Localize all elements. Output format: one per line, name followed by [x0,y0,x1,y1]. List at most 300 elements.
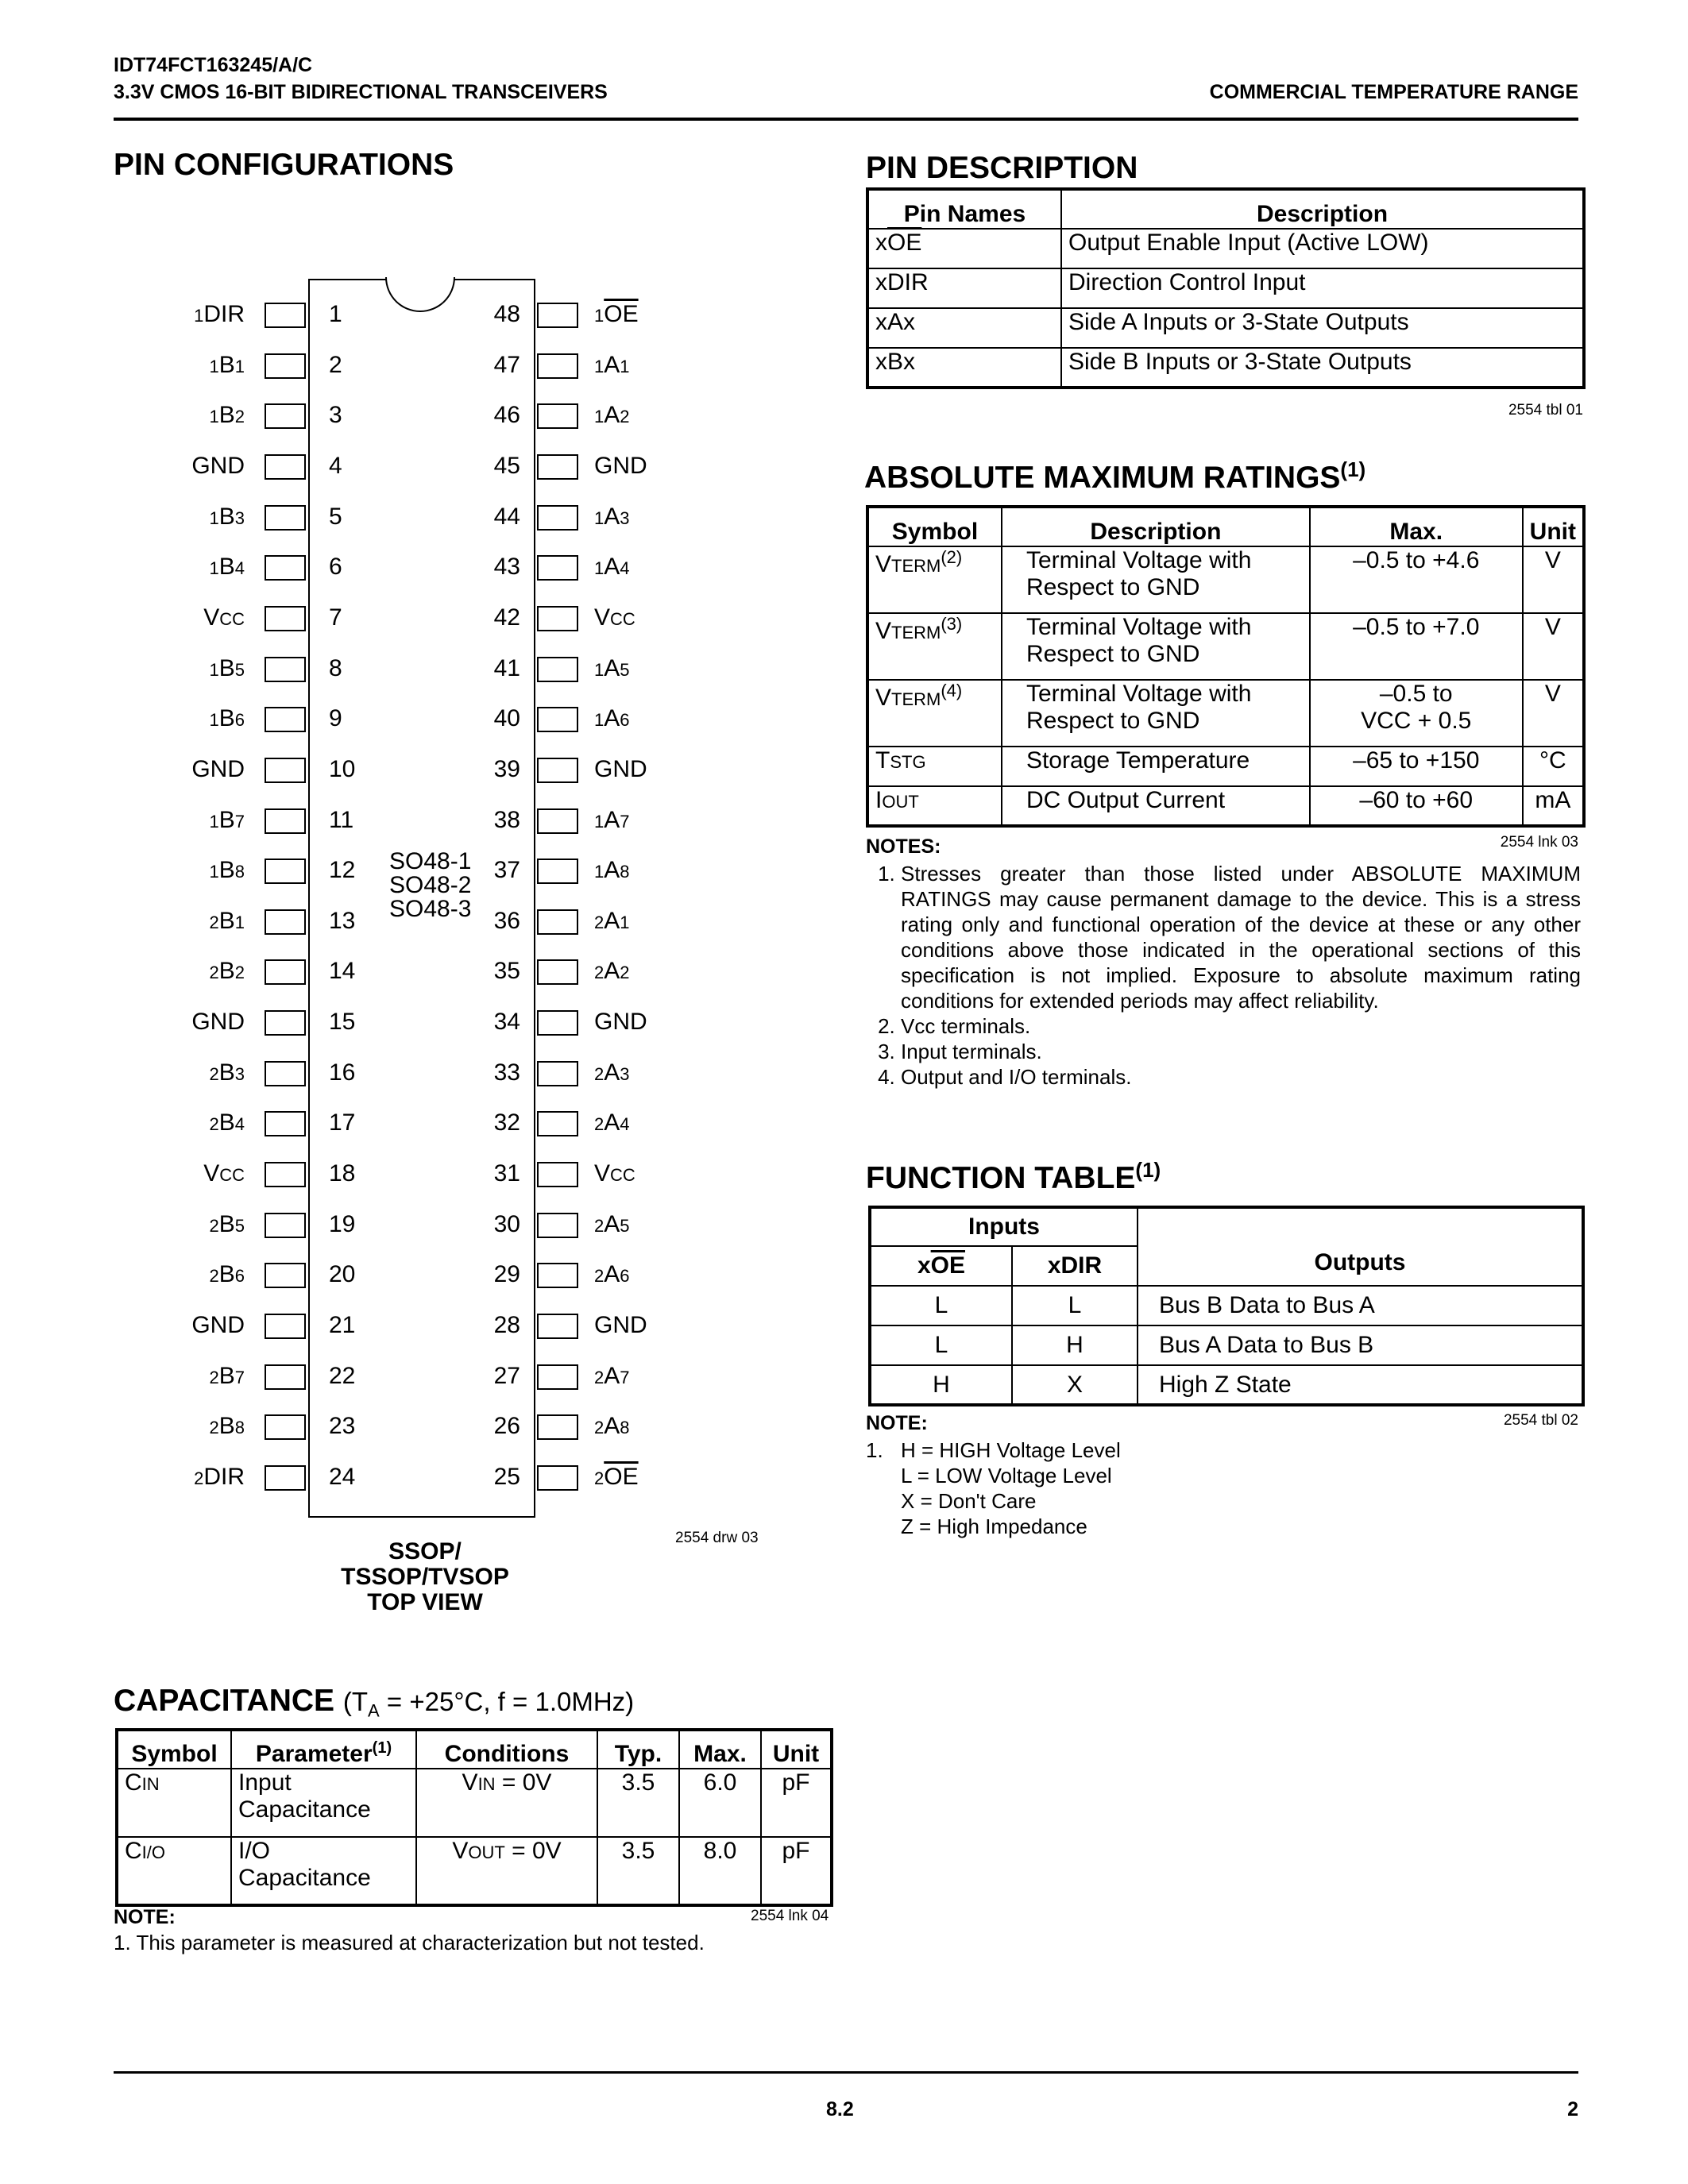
pin-stub [537,1414,578,1440]
pin-stub [265,353,306,379]
pin-label [594,1363,630,1390]
cond-rest: = 0V [504,1838,562,1864]
pin-name: B [218,1362,235,1389]
pin-suffix: 5 [620,659,630,680]
pin-prefix: 2 [594,912,605,932]
pin-number: 44 [493,503,520,530]
pin-label [209,908,245,935]
pin-label [191,756,245,783]
pin-prefix: 1 [209,862,219,882]
pin-prefix: 1 [594,862,605,882]
function-table [868,1206,1585,1406]
pin-stub [537,1162,578,1187]
cond-post: = +25°C, f = 1.0MHz) [379,1687,635,1716]
pin-name: DIR [887,269,929,295]
unit-cell: °C [1523,747,1584,786]
pin-name: B [218,806,235,833]
pin-suffix: 1 [234,912,245,932]
max-cell [1310,613,1523,680]
pin-number: 15 [329,1009,356,1036]
pin-name: DIR [203,301,245,327]
pin-label [594,958,630,985]
unit-cell: V [1523,546,1584,613]
table-row [867,308,1584,348]
pin-prefix: 2 [594,1418,605,1438]
pin-suffix: CC [219,608,245,629]
pin-stub [537,1263,578,1288]
pin-name: A [604,705,620,732]
pin-stub [265,454,306,480]
pin-prefix: 1 [209,558,219,579]
pin-label [203,604,245,631]
pin-desc-title: PIN DESCRIPTION [866,151,1138,185]
pin-label [594,756,647,783]
pin-name: GND [594,755,647,782]
parameter-cell [231,1769,416,1837]
description-line: Respect to GND [1026,641,1200,667]
note-line: Z = High Impedance [901,1515,1087,1538]
pin-label [209,958,245,985]
param-header-text: Parameter [255,1741,373,1767]
cond-v: V [462,1769,478,1796]
capacitance-conditions [342,1687,635,1721]
pin-label [194,1464,245,1491]
pin-name: GND [191,755,245,782]
pin-number: 1 [329,301,342,327]
note-item: 2. Vcc terminals. [901,1013,1581,1039]
pin-stub [265,859,306,884]
pin-stub [265,1314,306,1339]
capacitance-title [114,1684,634,1722]
description-cell [1002,546,1310,613]
pin-prefix: 2 [594,1367,605,1387]
pin-stub [537,707,578,732]
pin-number: 47 [493,351,520,378]
max-line: –65 to +150 [1353,747,1480,774]
pin-prefix: 1 [209,507,219,528]
symbol-main: C [125,1769,142,1796]
pin-suffix: CC [610,608,635,629]
pin-number: 14 [329,958,356,985]
pin-name: V [594,604,611,631]
pin-desc-cell: Direction Control Input [1061,268,1584,308]
note-item: 4. Output and I/O terminals. [901,1064,1581,1090]
note-item: 1. Stresses greater than those listed under ABSOLUTE MAXIMUM RATINGS may cause permanent damage to the device. This is a stress rating only and functional operation of the device at these or any other conditions above those indicated in the operational sections of this specification is not implied. Exposure to absolute maximum rating conditions for extended periods may affect reliability. [901,861,1581,1013]
pin-suffix: 1 [620,356,630,376]
pin-label [209,352,245,379]
pin-name: B [218,402,235,429]
pin-number: 40 [493,705,520,732]
pin-name-cell [867,308,1061,348]
pin-number: 10 [329,755,356,782]
dir-cell: X [1012,1365,1138,1405]
symbol-sup: (2) [941,547,963,567]
pin-stub [537,909,578,935]
pin-number: 21 [329,1312,356,1338]
pin-stub [265,1162,306,1187]
symbol-cell [867,680,1002,747]
pin-number: 17 [329,1109,356,1136]
doc-temp-range: COMMERCIAL TEMPERATURE RANGE [1209,81,1578,103]
symbol-sub: STG [890,752,926,772]
symbol-main: V [875,685,892,711]
output-cell: High Z State [1138,1365,1583,1405]
pin-number: 28 [493,1312,520,1338]
symbol-sub: TERM [891,556,941,576]
pin-prefix: 2 [209,1418,219,1438]
pin-name: B [218,1413,235,1440]
pin-suffix: 1 [620,912,630,932]
col-header: Max. [1310,507,1523,546]
pin-number: 16 [329,1059,356,1086]
pin-name: B [218,1059,235,1086]
pin-number: 31 [493,1160,520,1187]
header-rule [114,118,1578,121]
pin-number: 26 [493,1413,520,1440]
max-cell [1310,680,1523,747]
pin-name: A [604,1261,620,1288]
pin-label [191,453,245,480]
max-line: –0.5 to +7.0 [1353,614,1480,640]
pin-number: 42 [493,604,520,631]
oe-cell: L [870,1325,1012,1365]
pin-name: Bx [887,349,916,375]
max-line: VCC + 0.5 [1361,708,1472,734]
pin-number: 9 [329,705,342,732]
symbol-cell [867,546,1002,613]
pin-stub [265,555,306,581]
pin-number: 37 [493,857,520,884]
func-table-title [866,1158,1161,1196]
typ-cell: 3.5 [597,1769,679,1837]
pin-label [594,1211,630,1238]
pin-suffix: CC [610,1165,635,1186]
abs-max-title [864,457,1365,496]
pin-prefix: 1 [209,407,219,427]
table-row [867,786,1584,826]
pin-prefix: 1 [594,306,605,326]
footer-section: 8.2 [826,2098,854,2120]
col-oe-name: $\overline{OE}$ [930,1252,966,1279]
pin-stub [265,959,306,985]
cond-sub: OUT [468,1843,505,1862]
pin-suffix: CC [219,1165,245,1186]
symbol-main: V [875,618,892,644]
pin-name-cell [867,348,1061,388]
unit-cell: pF [761,1769,832,1837]
col-header: Unit [1523,507,1584,546]
pin-name: B [218,1210,235,1237]
pin-name: B [218,554,235,581]
pin-label [209,1211,245,1238]
pin-suffix: 4 [234,558,245,579]
pin-stub [265,1465,306,1491]
pin-label [594,1009,647,1036]
pin-label [594,705,630,732]
pin-prefix: 2 [209,963,219,983]
pin-name: B [218,503,235,530]
pin-suffix: 6 [620,1266,630,1287]
table-row [867,613,1584,680]
col-header: Pin Names [867,189,1061,229]
pin-label [594,504,630,531]
pin-name: GND [594,452,647,479]
max-line: –60 to +60 [1359,787,1474,813]
abs-max-notes-label: NOTES: [866,835,941,858]
pin-suffix: 8 [234,862,245,882]
pin-suffix: 4 [234,1114,245,1135]
max-cell [1310,546,1523,613]
symbol-sub: TERM [891,689,941,709]
pin-name: B [218,351,235,378]
col-header: Description [1061,189,1584,229]
table-row [867,229,1584,268]
pin-prefix: 2 [594,1468,605,1488]
pin-stub [537,859,578,884]
pin-stub [537,1213,578,1238]
cond-pre: (T [342,1687,369,1716]
pin-label [209,655,245,682]
note-line: L = LOW Voltage Level [901,1464,1112,1488]
pin-number: 29 [493,1261,520,1288]
pin-prefix: 2 [209,912,219,932]
pin-name-cell [867,268,1061,308]
col-header: Max. [679,1730,761,1769]
abs-max-title-text: ABSOLUTE MAXIMUM RATINGS [864,461,1341,495]
doc-description: 3.3V CMOS 16-BIT BIDIRECTIONAL TRANSCEIVERS [114,81,608,103]
package-caption [302,1539,548,1615]
symbol-sup: (3) [941,614,963,634]
unit-cell: pF [761,1837,832,1905]
description-cell [1002,680,1310,747]
max-line: –0.5 to [1379,681,1453,707]
pin-number: 39 [493,755,520,782]
pin-number: 12 [329,857,356,884]
pin-number: 23 [329,1413,356,1440]
pin-stub [537,303,578,328]
pin-suffix: 8 [620,862,630,882]
pin-prefix: 2 [594,1114,605,1135]
oe-cell: L [870,1286,1012,1325]
pin-number: 35 [493,958,520,985]
pin-stub [537,1314,578,1339]
pin-number: 27 [493,1362,520,1389]
pin-label [209,1363,245,1390]
pin-number: 33 [493,1059,520,1086]
pin-number: 32 [493,1109,520,1136]
pin-label [209,1413,245,1440]
pin-suffix: 3 [620,1063,630,1084]
pin-number: 2 [329,351,342,378]
pin-name: A [604,1059,620,1086]
pin-number: 19 [329,1210,356,1237]
pin-label [594,301,639,328]
pin-config-title: PIN CONFIGURATIONS [114,148,454,182]
pin-desc-cell: Output Enable Input (Active LOW) [1061,229,1584,268]
outputs-header: Outputs [1138,1207,1583,1286]
pin-number: 30 [493,1210,520,1237]
table-row [870,1365,1583,1405]
pin-suffix: 7 [620,1367,630,1387]
pin-suffix: 5 [234,1215,245,1236]
output-cell: Bus B Data to Bus A [1138,1286,1583,1325]
oe-cell: H [870,1365,1012,1405]
note-line: X = Don't Care [901,1489,1037,1513]
pin-suffix: 6 [234,1266,245,1287]
pin-label [594,1059,630,1086]
pin-name: A [604,1413,620,1440]
symbol-sub: TERM [891,623,941,642]
footer-page-number: 2 [1567,2098,1578,2120]
pin-label [191,1009,245,1036]
table-row [867,680,1584,747]
pin-prefix: x [875,309,887,335]
pin-prefix: 1 [594,356,605,376]
func-note-label: NOTE: [866,1412,928,1434]
pin-number: 6 [329,554,342,581]
note-line: H = HIGH Voltage Level [901,1438,1121,1462]
symbol-sub: I/O [141,1843,166,1862]
pin-desc-table-id: 2554 tbl 01 [1508,402,1583,419]
pin-suffix: 5 [234,659,245,680]
unit-cell: V [1523,613,1584,680]
footer-rule [114,2071,1578,2074]
abs-max-title-sup: (1) [1340,457,1366,481]
caption-line: TSSOP/TVSOP [341,1564,509,1590]
unit-cell: V [1523,680,1584,747]
pin-stub [265,758,306,783]
max-cell: 6.0 [679,1769,761,1837]
pin-prefix: 1 [209,356,219,376]
pin-name: A [604,958,620,985]
note-item: 3. Input terminals. [901,1039,1581,1064]
pin-prefix: 2 [209,1266,219,1287]
pin-name: B [218,705,235,732]
pin-name: A [604,654,620,681]
pin-label [209,1109,245,1136]
pin-label [594,1109,630,1136]
table-row [870,1325,1583,1365]
pin-stub [265,1364,306,1390]
pin-stub [265,1010,306,1036]
symbol-sub: IN [141,1774,160,1794]
description-line: Terminal Voltage with [1026,681,1252,707]
cap-note: 1. This parameter is measured at characterization but not tested. [114,1931,705,1954]
pin-number: 34 [493,1009,520,1036]
pin-stub [265,1414,306,1440]
pin-name-cell [867,229,1061,268]
pin-number: 46 [493,402,520,429]
pin-number: 4 [329,452,342,479]
pin-label [209,705,245,732]
pin-name: A [604,503,620,530]
pin-suffix: 2 [234,407,245,427]
capacitance-title-text: CAPACITANCE [114,1684,335,1718]
description-line: Respect to GND [1026,574,1200,600]
pin-name: A [604,806,620,833]
col-header: Conditions [416,1730,597,1769]
pin-name: B [218,958,235,985]
param-header-sup: (1) [372,1739,392,1757]
cond-v: V [452,1838,469,1864]
cap-note-label: NOTE: [114,1906,176,1928]
pin-stub [265,1263,306,1288]
pin-name: B [218,654,235,681]
pin-prefix: 1 [594,710,605,731]
pin-suffix: 2 [234,963,245,983]
pin-label [594,1261,630,1288]
pin-number: 38 [493,806,520,833]
pin-stub [537,555,578,581]
pin-label [594,1312,647,1339]
max-cell [1310,786,1523,826]
pin-name: GND [191,452,245,479]
cond-sub: IN [477,1774,496,1794]
pin-stub [537,1111,578,1136]
abs-max-notes [866,861,1581,1090]
pin-suffix: 7 [234,1367,245,1387]
parameter-line: Input [238,1769,292,1796]
pin-stub [537,657,578,682]
pin-label [594,1160,635,1187]
pin-name: A [604,402,620,429]
pin-label [594,1413,630,1440]
pin-suffix: 8 [620,1418,630,1438]
pin-suffix: 2 [620,407,630,427]
pin-prefix: 1 [209,811,219,832]
pin-prefix: 1 [594,811,605,832]
pin-name: A [604,1210,620,1237]
description-cell [1002,786,1310,826]
pin-number: 8 [329,654,342,681]
max-cell: 8.0 [679,1837,761,1905]
pin-prefix: 2 [209,1367,219,1387]
pin-suffix: 3 [234,1063,245,1084]
col-header: Unit [761,1730,832,1769]
pin-suffix: 5 [620,1215,630,1236]
func-table-title-text: FUNCTION TABLE [866,1161,1136,1195]
table-row [867,747,1584,786]
pin-number: 11 [329,806,354,833]
pin-number: 43 [493,554,520,581]
pin-stub [537,353,578,379]
pin-number: 41 [493,654,520,681]
table-row [117,1769,832,1837]
pin-name: $\overline{OE}$ [887,230,922,256]
col-header: Symbol [867,507,1002,546]
pin-label [594,604,635,631]
pin-stub [265,909,306,935]
pin-prefix: x [875,269,887,295]
pin-prefix: 2 [594,1266,605,1287]
pin-number: 5 [329,503,342,530]
pin-label [209,402,245,429]
symbol-cell [867,747,1002,786]
cond-rest: = 0V [495,1769,552,1796]
pin-number: 36 [493,907,520,934]
pin-label [594,402,630,429]
description-line: Terminal Voltage with [1026,614,1252,640]
drawing-id: 2554 drw 03 [675,1530,759,1546]
pin-suffix: 3 [234,507,245,528]
pin-name: B [218,857,235,884]
pin-desc-cell: Side A Inputs or 3-State Outputs [1061,308,1584,348]
pin-number: 3 [329,402,342,429]
pin-label [209,807,245,834]
pin-prefix: x [875,349,887,375]
dir-cell: L [1012,1286,1138,1325]
col-header-parameter [231,1730,416,1769]
